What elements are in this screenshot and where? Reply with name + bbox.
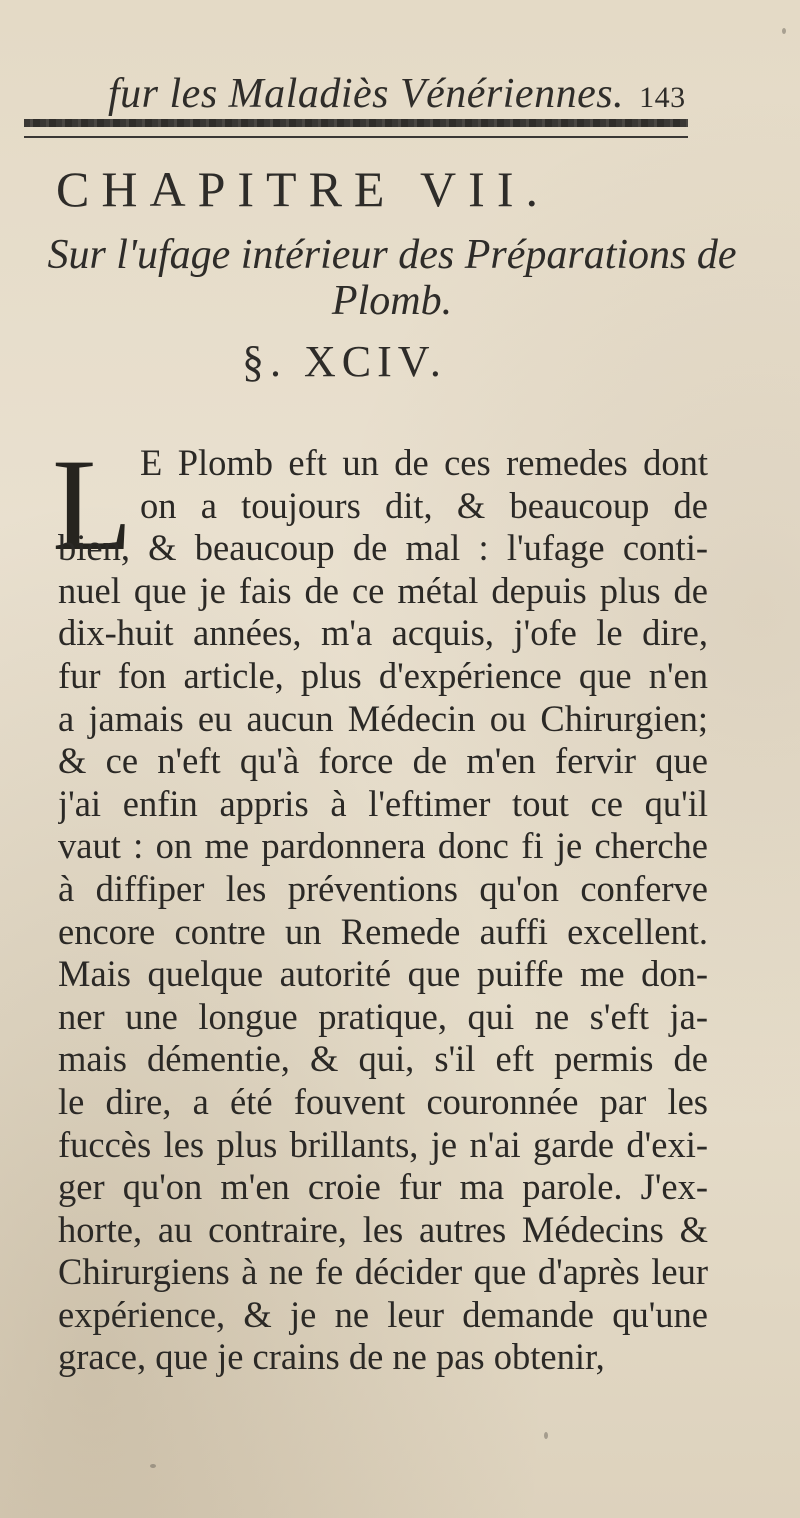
- text-line: Chirurgiens à ne fe décider que d'après leur: [58, 1251, 708, 1293]
- text-line: dix-huit années, m'a acquis, j'ofe le dire,: [58, 612, 708, 654]
- chapter-subtitle-line-1: Sur l'ufage intérieur des Préparations de: [47, 232, 737, 278]
- text-line: fur fon article, plus d'expérience que n'en: [58, 654, 708, 696]
- text-line: expérience, & je ne leur demande qu'une: [58, 1293, 708, 1335]
- text-line: & ce n'eft qu'à force de m'en fervir que: [58, 740, 708, 782]
- running-head: [108, 70, 686, 118]
- text-line: j'ai enfin appris à l'eftimer tout ce qu'il: [58, 782, 708, 824]
- text-line: bien, & beaucoup de mal : l'ufage conti-: [58, 527, 708, 569]
- text-line: encore contre un Remede auffi excellent.: [58, 910, 708, 952]
- text-line: Mais quelque autorité que puiffe me don-: [58, 953, 708, 995]
- text-line: nuel que je fais de ce métal depuis plus de: [58, 569, 708, 611]
- text-line: on a toujours dit, & beaucoup de: [140, 484, 708, 526]
- body-text: [58, 442, 708, 1379]
- section-number: §. XCIV.: [242, 337, 447, 386]
- text-line: ger qu'on m'en croie fur ma parole. J'ex-: [58, 1166, 708, 1208]
- text-line: à diffiper les préventions qu'on conferve: [58, 867, 708, 909]
- paper-speck: [544, 1432, 548, 1439]
- text-line: vaut : on me pardonnera donc fi je cherche: [58, 825, 708, 867]
- text-line: mais démentie, & qui, s'il eft permis de: [58, 1038, 708, 1080]
- text-line: grace, que je crains de ne pas obtenir,: [58, 1336, 605, 1378]
- running-title: fur les Maladiès Vénériennes.: [108, 71, 625, 117]
- text-line: fuccès les plus brillants, je n'ai garde d'exi-: [58, 1123, 708, 1165]
- chapter-subtitle: [22, 232, 762, 324]
- text-line: E Plomb eft un de ces remedes dont: [140, 442, 708, 483]
- header-rule-thick: [24, 119, 688, 127]
- chapter-subtitle-line-2: Plomb.: [331, 278, 453, 324]
- header-rule-thin: [24, 136, 688, 138]
- paper-speck: [782, 28, 786, 34]
- paper-speck: [150, 1464, 156, 1468]
- text-line: a jamais eu aucun Médecin ou Chirurgien;: [58, 697, 708, 739]
- text-line: ner une longue pratique, qui ne s'eft ja-: [58, 995, 708, 1037]
- drop-cap: L: [52, 431, 133, 578]
- text-line: horte, au contraire, les autres Médecins &: [58, 1208, 708, 1250]
- text-line: le dire, a été fouvent couronnée par les: [58, 1080, 708, 1122]
- page-number: 143: [639, 81, 686, 114]
- chapter-heading: CHAPITRE VII.: [56, 161, 550, 217]
